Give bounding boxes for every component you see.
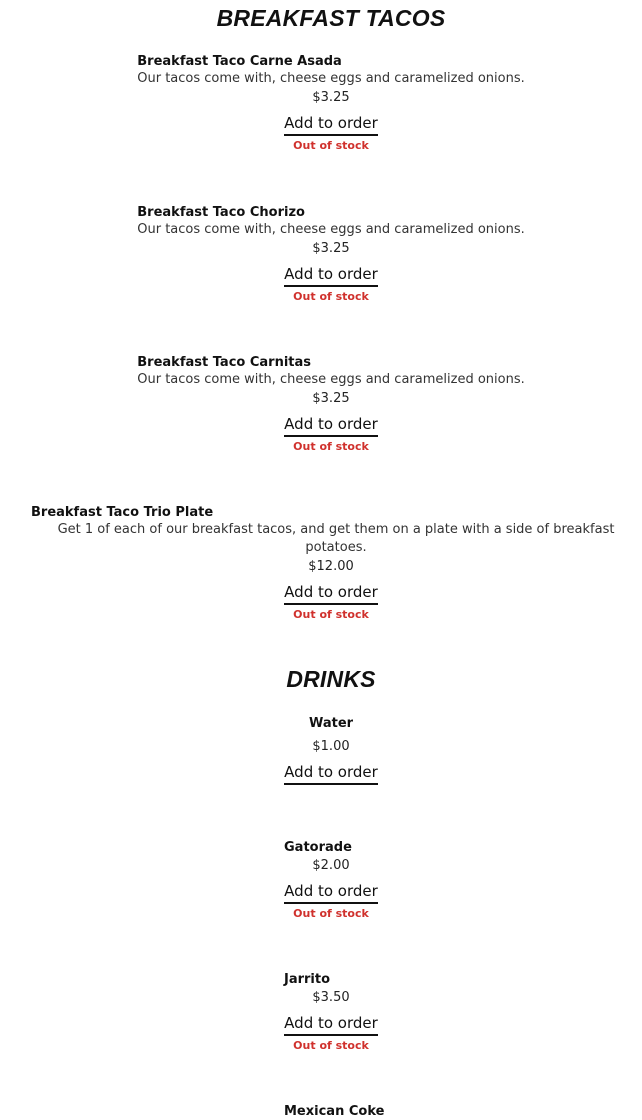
menu-item-jarrito [0,968,642,1053]
item-description: Our tacos come with, cheese eggs and caramelized onions. [137,372,525,387]
out-of-stock-label: Out of stock [293,1039,369,1052]
item-name: Jarrito [284,972,331,987]
item-price: $12.00 [308,559,354,574]
item-description: Get 1 of each of our breakfast tacos, and get them on a plate with a side of breakfast potatoes. [57,522,615,555]
add-to-order-button[interactable]: Add to order [284,113,378,136]
item-price: $1.00 [312,739,350,754]
item-name: Breakfast Taco Chorizo [137,205,305,220]
menu-item-chorizo [0,205,642,304]
add-to-order-button[interactable]: Add to order [284,264,378,287]
add-to-order-button[interactable]: Add to order [284,762,378,785]
item-price: $3.25 [312,391,350,406]
out-of-stock-label: Out of stock [293,440,369,453]
item-description: Our tacos come with, cheese eggs and caramelized onions. [137,71,525,86]
add-to-order-button[interactable]: Add to order [284,582,378,605]
out-of-stock-label: Out of stock [293,907,369,920]
add-to-order-button[interactable]: Add to order [284,881,378,904]
add-to-order-button[interactable]: Add to order [284,1013,378,1036]
item-name: Breakfast Taco Trio Plate [31,505,214,520]
out-of-stock-label: Out of stock [293,139,369,152]
item-name: Mexican Coke [284,1104,385,1119]
section-title-breakfast-tacos: BREAKFAST TACOS [216,5,446,31]
item-name: Gatorade [284,840,352,855]
menu-item-gatorade [0,836,642,921]
menu-item-carne-asada [0,54,642,153]
menu-item-water [0,716,642,785]
menu-item-mexican-coke [0,1100,642,1120]
item-price: $3.25 [312,90,350,105]
add-to-order-button[interactable]: Add to order [284,414,378,437]
item-name: Water [308,716,354,731]
out-of-stock-label: Out of stock [293,608,369,621]
item-name: Breakfast Taco Carne Asada [137,54,342,69]
item-price: $3.50 [312,990,350,1005]
item-price: $2.00 [312,858,350,873]
item-description: Our tacos come with, cheese eggs and caramelized onions. [137,222,525,237]
out-of-stock-label: Out of stock [293,290,369,303]
menu-item-trio-plate [0,505,642,622]
item-price: $3.25 [312,241,350,256]
section-title-drinks: DRINKS [286,666,376,692]
item-name: Breakfast Taco Carnitas [137,355,312,370]
menu-item-carnitas [0,355,642,454]
